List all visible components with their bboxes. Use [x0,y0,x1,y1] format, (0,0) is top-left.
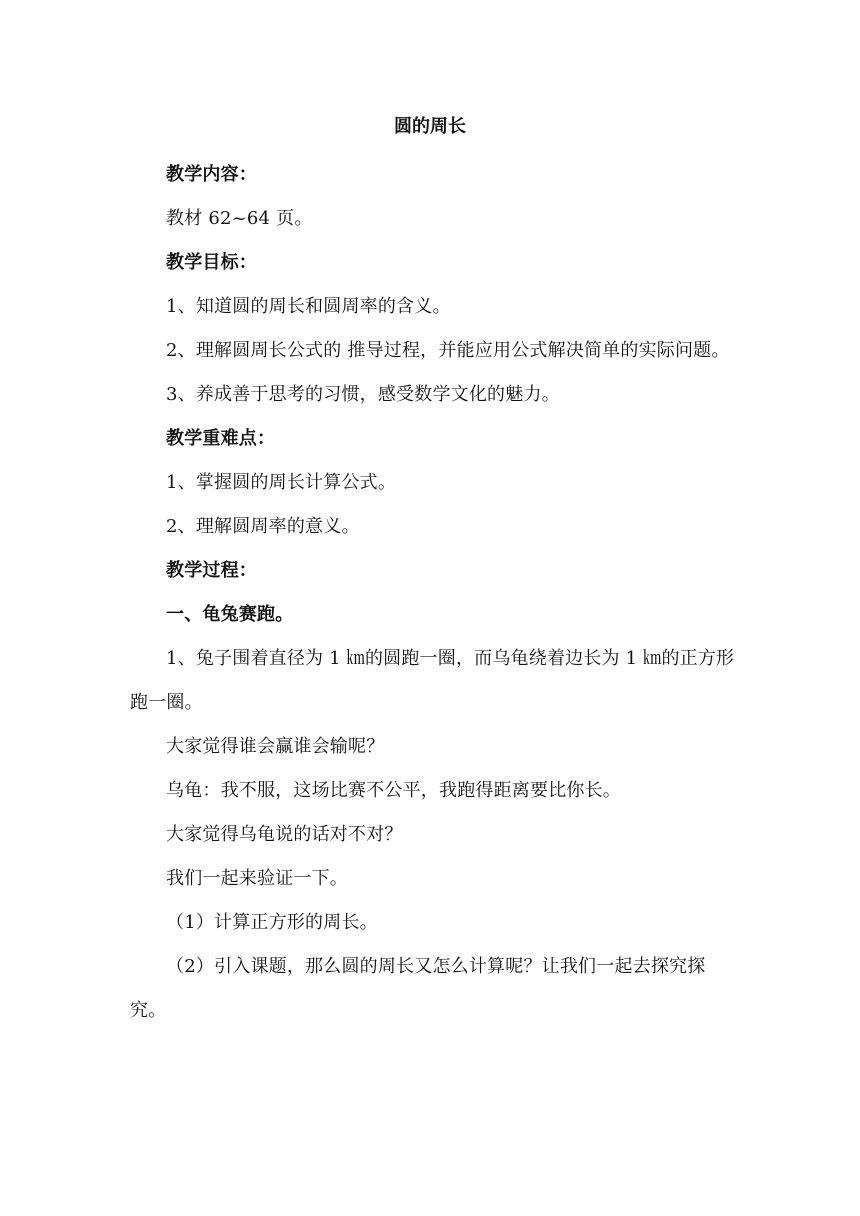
key-point-1: 1、掌握圆的周长计算公式。 [166,472,397,493]
paragraph-textbook-pages: 教材 62~64 页。 [166,208,313,229]
goal-item-3: 3、养成善于思考的习惯，感受数学文化的魅力。 [166,384,560,405]
section-heading-goals: 教学目标： [166,252,257,273]
step-square-perimeter: （1）计算正方形的周长。 [166,912,378,933]
tortoise-complaint: 乌龟：我不服，这场比赛不公平，我跑得距离要比你长。 [166,780,621,801]
goal-item-1: 1、知道圆的周长和圆周率的含义。 [166,296,451,317]
goal-item-2: 2、理解圆周长公式的 推导过程，并能应用公式解决简单的实际问题。 [166,340,730,361]
section-heading-process: 教学过程： [166,560,257,581]
key-point-2: 2、理解圆周率的意义。 [166,516,360,537]
verify-together: 我们一起来验证一下。 [166,868,348,889]
question-who-wins: 大家觉得谁会赢谁会输呢？ [166,736,385,757]
question-tortoise-right: 大家觉得乌龟说的话对不对？ [166,824,403,845]
section-heading-content: 教学内容： [166,164,257,185]
step-introduce-topic: （2）引入课题，那么圆的周长又怎么计算呢？让我们一起去探究探究。 [130,956,706,1021]
document-title: 圆的周长 [394,116,466,137]
section-heading-key-points: 教学重难点： [166,428,276,449]
race-description: 1、兔子围着直径为 1 ㎞的圆跑一圈，而乌龟绕着边长为 1 ㎞的正方形跑一圈。 [130,648,735,713]
document-body [130,153,735,1033]
subsection-heading-race: 一、龟兔赛跑。 [166,604,294,625]
